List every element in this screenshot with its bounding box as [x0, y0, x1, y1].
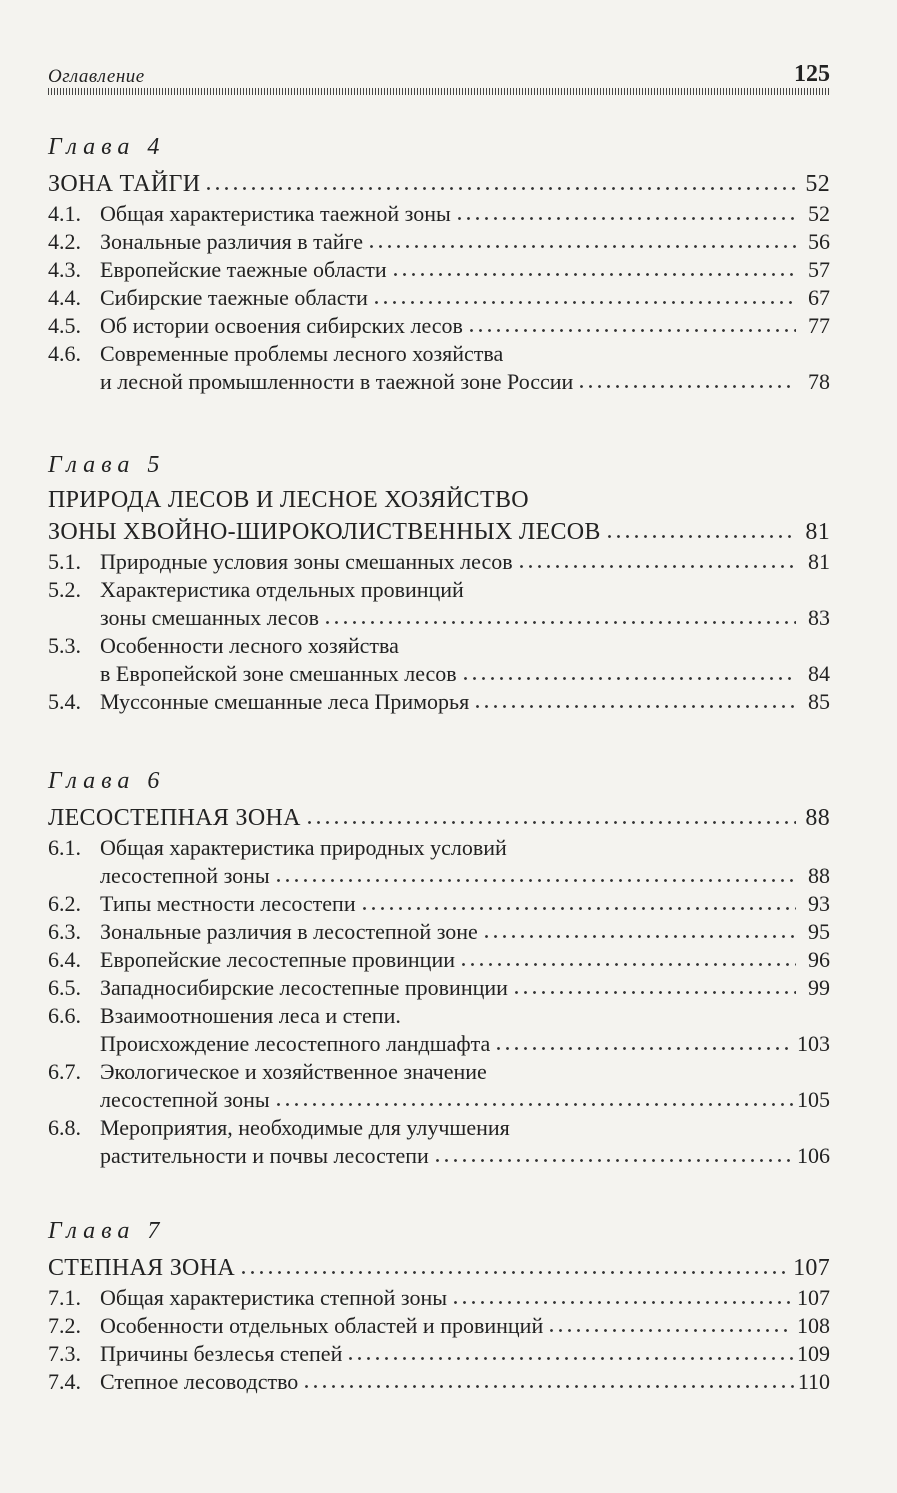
toc-entry[interactable]: 4.2. Зональные различия в тайге 56: [48, 229, 830, 254]
page-number: 125: [794, 61, 830, 87]
toc-entry[interactable]: 6.1. Общая характеристика природных условий: [48, 835, 507, 860]
chapter-label: Глава 4: [48, 134, 166, 160]
chapter-title[interactable]: ЛЕСОСТЕПНАЯ ЗОНА 88: [48, 805, 830, 831]
chapter-label: Глава 5: [48, 452, 166, 478]
toc-entry-cont[interactable]: лесостепной зоны 88: [100, 863, 830, 888]
toc-entry-cont[interactable]: зоны смешанных лесов 83: [100, 605, 830, 630]
toc-entry[interactable]: 4.6. Современные проблемы лесного хозяйства: [48, 341, 504, 366]
toc-entry-cont[interactable]: растительности и почвы лесостепи 106: [100, 1143, 830, 1168]
header-rule: [48, 88, 830, 95]
toc-entry[interactable]: 6.6. Взаимоотношения леса и степи.: [48, 1003, 401, 1028]
toc-entry[interactable]: 4.5. Об истории освоения сибирских лесов 77: [48, 313, 830, 338]
toc-entry[interactable]: 7.2. Особенности отдельных областей и провинций 108: [48, 1313, 830, 1338]
chapter-title-line1[interactable]: ПРИРОДА ЛЕСОВ И ЛЕСНОЕ ХОЗЯЙСТВО: [48, 487, 529, 513]
toc-entry[interactable]: 7.3. Причины безлесья степей 109: [48, 1341, 830, 1366]
toc-entry-cont[interactable]: в Европейской зоне смешанных лесов 84: [100, 661, 830, 686]
toc-entry[interactable]: 4.3. Европейские таежные области 57: [48, 257, 830, 282]
toc-entry[interactable]: 5.2. Характеристика отдельных провинций: [48, 577, 464, 602]
toc-entry[interactable]: 6.3. Зональные различия в лесостепной зоне 95: [48, 919, 830, 944]
toc-entry[interactable]: 5.4. Муссонные смешанные леса Приморья 85: [48, 689, 830, 714]
toc-entry-cont[interactable]: лесостепной зоны 105: [100, 1087, 830, 1112]
chapter-title[interactable]: ЗОНА ТАЙГИ 52: [48, 171, 830, 197]
toc-entry[interactable]: 5.1. Природные условия зоны смешанных лесов 81: [48, 549, 830, 574]
toc-entry[interactable]: 4.4. Сибирские таежные области 67: [48, 285, 830, 310]
toc-entry[interactable]: 7.1. Общая характеристика степной зоны 107: [48, 1285, 830, 1310]
toc-entry[interactable]: 6.5. Западносибирские лесостепные провинции 99: [48, 975, 830, 1000]
toc-entry[interactable]: 6.7. Экологическое и хозяйственное значение: [48, 1059, 487, 1084]
chapter-title[interactable]: СТЕПНАЯ ЗОНА 107: [48, 1255, 830, 1281]
chapter-4: [48, 132, 830, 396]
toc-entry[interactable]: 6.2. Типы местности лесостепи 93: [48, 891, 830, 916]
toc-entry[interactable]: 7.4. Степное лесоводство 110: [48, 1369, 830, 1394]
toc-entry[interactable]: 6.8. Мероприятия, необходимые для улучшения: [48, 1115, 510, 1140]
chapter-5: [48, 450, 830, 716]
chapter-6: [48, 766, 830, 1170]
chapter-label: Глава 6: [48, 768, 166, 794]
page-header: [48, 58, 830, 88]
toc-entry[interactable]: 4.1. Общая характеристика таежной зоны 52: [48, 201, 830, 226]
toc-entry[interactable]: 6.4. Европейские лесостепные провинции 96: [48, 947, 830, 972]
chapter-7: [48, 1216, 830, 1396]
chapter-label: Глава 7: [48, 1218, 166, 1244]
toc-entry[interactable]: 5.3. Особенности лесного хозяйства: [48, 633, 399, 658]
chapter-title[interactable]: ЗОНЫ ХВОЙНО-ШИРОКОЛИСТВЕННЫХ ЛЕСОВ 81: [48, 519, 830, 545]
toc-entry-cont[interactable]: и лесной промышленности в таежной зоне России 78: [100, 369, 830, 394]
toc-entry-cont[interactable]: Происхождение лесостепного ландшафта 103: [100, 1031, 830, 1056]
running-title: Оглавление: [48, 66, 145, 87]
